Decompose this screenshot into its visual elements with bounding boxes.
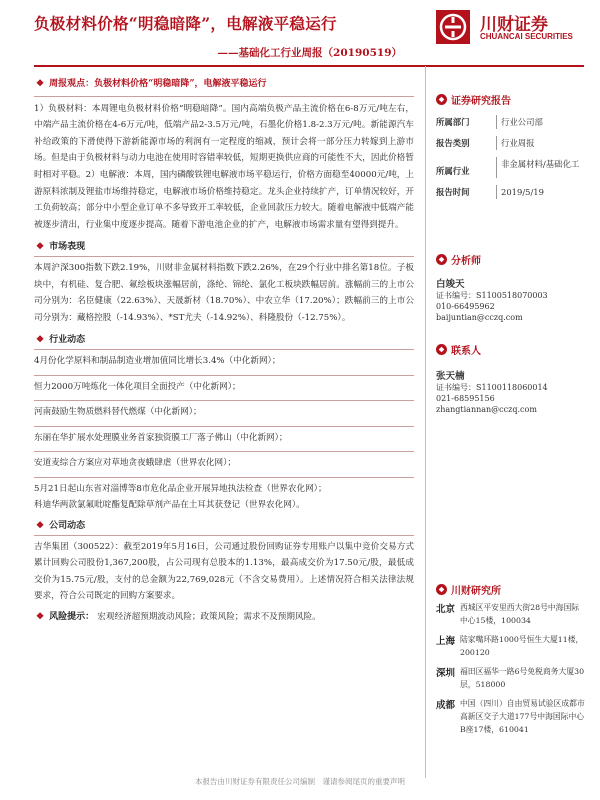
info-value: 行业周报 — [496, 136, 586, 150]
market-body: 本周沪深300指数下跌2.19%，川财非金属材料指数下跌2.26%，在29个行业中排名第18位。子板块中，有机硅、复合肥、氟绘板块涨幅居前，涤纶、锦纶、氯化工板块跌幅居前。涨幅前三的上市公司分别为：名臣健康（22.63%）、天晟新材（18.70%）、中农立华（17.20%）；跌幅前三的上市公司分别为：藏格控股（-14.93%）、*ST尤夫（-14.92%）、科隆股份（-12.75%）。 — [34, 262, 414, 323]
report-info-panel — [436, 92, 586, 206]
news-item: 河南鼓励生物质燃料替代燃煤（中化新网）； — [34, 407, 202, 418]
column-divider — [425, 66, 426, 778]
diamond-icon: ❖ — [35, 521, 45, 532]
info-key: 所属部门 — [436, 117, 470, 127]
section-divider — [34, 256, 414, 257]
contact-cert: 证书编号：S1100118060014 — [436, 383, 548, 392]
logo-name-cn: 川财证券 — [480, 15, 548, 35]
analyst-heading: 分析师 — [451, 256, 481, 267]
info-value: 非金属材料/基础化工 — [496, 157, 586, 178]
office-city: 深圳 — [436, 668, 456, 679]
news-item: 东丽在华扩展水处理膜业务首家独资膜工厂落子佛山（中化新网）； — [34, 432, 288, 443]
info-row — [436, 136, 586, 150]
analyst-name: 白竣天 — [436, 279, 465, 290]
market-heading: 市场表现 — [49, 242, 86, 253]
research-icon: ❖ — [436, 584, 447, 595]
diamond-icon: ❖ — [35, 242, 45, 253]
logo-name-en: CHUANCAI SECURITIES — [480, 32, 573, 41]
news-item: 恒力2000万吨炼化一体化项目全面投产（中化新网）； — [34, 381, 241, 392]
page-footer: 本报告由川财证券有限责任公司编制 谨请参阅尾页的重要声明 — [195, 777, 405, 786]
contact-phone: 021-68595156 — [436, 394, 495, 403]
info-value: 行业公司部 — [496, 115, 586, 129]
info-row — [436, 185, 586, 199]
info-value: 2019/5/19 — [496, 185, 586, 199]
analyst-cert: 证书编号：S1100518070003 — [436, 291, 548, 300]
diamond-icon: ❖ — [35, 335, 45, 346]
info-key: 报告类别 — [436, 138, 470, 148]
chuancai-logo-icon — [436, 10, 470, 44]
company-logo — [436, 10, 586, 46]
report-title: 负极材料价格“明稳暗降”，电解液平稳运行 — [34, 14, 337, 33]
company-section — [34, 518, 414, 605]
info-row — [436, 115, 586, 129]
report-heading: 证券研究报告 — [451, 96, 511, 107]
report-subtitle: ——基础化工行业周报（20190519） — [217, 47, 402, 59]
office-city: 北京 — [436, 604, 456, 615]
section-divider — [34, 535, 414, 536]
risk-section — [34, 609, 414, 626]
info-key: 所属行业 — [436, 166, 470, 176]
main-column — [34, 76, 414, 626]
office-address: 陆家嘴环路1000号恒生大厦11楼，200120 — [460, 635, 584, 657]
analyst-email[interactable]: baijuntian@cczq.com — [436, 313, 523, 322]
risk-body: 宏观经济超预期波动风险；政策风险；需求不及预期风险。 — [97, 612, 321, 623]
office-row — [436, 633, 586, 659]
section-divider — [34, 96, 414, 97]
office-city: 上海 — [436, 636, 456, 647]
contact-heading: 联系人 — [451, 346, 481, 357]
header-divider — [34, 65, 584, 67]
office-row — [436, 665, 586, 691]
risk-heading: 风险提示： — [49, 612, 95, 623]
analyst-icon: ❖ — [436, 254, 447, 265]
info-key: 报告时间 — [436, 187, 470, 197]
news-item: 科迪华两款氯氟吡啶酯复配除草剂产品在土耳其获登记（世界农化网）。 — [34, 500, 305, 511]
news-heading: 行业动态 — [49, 335, 86, 346]
office-address: 中国（四川）自由贸易试验区成都市高新区交子大道177号中海国际中心B座17楼，610041 — [460, 699, 585, 734]
news-list — [34, 353, 414, 514]
diamond-icon: ❖ — [35, 612, 45, 623]
info-row — [436, 157, 586, 178]
summary-section — [34, 76, 414, 233]
news-divider — [34, 451, 414, 452]
news-item: 安道麦综合方案应对草地贪夜蛾肆虐（世界农化网）； — [34, 458, 236, 469]
analyst-phone: 010-66495962 — [436, 302, 495, 311]
section-divider — [34, 349, 414, 350]
news-divider — [34, 375, 414, 376]
summary-heading: 周报观点：负极材料价格“明稳暗降”，电解液平稳运行 — [49, 79, 267, 89]
research-heading: 川财研究所 — [451, 586, 501, 597]
news-item: 4月份化学原料和制品制造业增加值同比增长3.4%（中化新网）； — [34, 355, 281, 366]
report-icon: ❖ — [436, 94, 447, 105]
diamond-icon: ❖ — [35, 79, 45, 89]
company-heading: 公司动态 — [49, 521, 86, 532]
company-body: 吉华集团（300522）：截至2019年5月16日，公司通过股份回购证券专用账户以集中竞价交易方式累计回购公司股份1,367,200股，占公司现有总股本的1.13%，最高成交价为17.50元/股，最低成交价为15.75元/股，支付的总金额为22,769,028元（不含交易费用）。上述情况符合相关法律法规要求，符合公司既定的回购方案要求。 — [34, 541, 414, 602]
news-divider — [34, 400, 414, 401]
analyst-panel — [436, 252, 586, 323]
market-section — [34, 239, 414, 326]
contact-name: 张天楠 — [436, 371, 465, 382]
office-address: 福田区福华一路6号免税商务大厦30层，518000 — [460, 667, 585, 689]
office-row — [436, 601, 586, 627]
contact-panel — [436, 342, 586, 415]
office-city: 成都 — [436, 700, 456, 711]
office-row — [436, 697, 586, 736]
news-divider — [34, 426, 414, 427]
summary-body: 1）负极材料：本周锂电负极材料价格“明稳暗降”。国内高端负极产品主流价格在6-8万元/吨左右，中端产品主流价格在4-6万元/吨，低端产品2-3.5万元/吨，石墨化价格1.8-2.3万元/吨。新能源汽车补给政策的下滑使得下游新能源市场的利润有一定程度的缩减，预计会将一部分压力转嫁到上游市场。但是由于负极材料与动力电池在使用时容错率较低，短期更换供应商的可能性不大，因此价格暂时相对平稳。2）电解液：本周，国内磷酸铁锂电解液市场平稳运行，价格方面稳至40000元/吨，上游原料浓制及锂盐市场维持稳定，电解液市场价格维持稳定。龙头企业持续扩产，订单情况较好，开工负荷较高；部分中小型企业订单不多导致开工率较低，企业回款压力较大。随着电解液中低端产能被逐步清出，行业集中度逐步提高。随着下游电池企业的扩产，电解液市场需求量有望得到提升。 — [34, 103, 414, 230]
contact-email[interactable]: zhangtiannan@cczq.com — [436, 405, 537, 414]
news-section — [34, 332, 414, 514]
news-item: 5月21日起山东省对淄博等8市危化品企业开展异地执法检查（世界农化网）； — [34, 483, 327, 494]
contact-icon: ❖ — [436, 344, 447, 355]
research-institute-panel — [436, 582, 586, 742]
office-address: 西城区平安里西大街28号中海国际中心15楼，100034 — [460, 603, 580, 625]
news-divider — [34, 477, 414, 478]
